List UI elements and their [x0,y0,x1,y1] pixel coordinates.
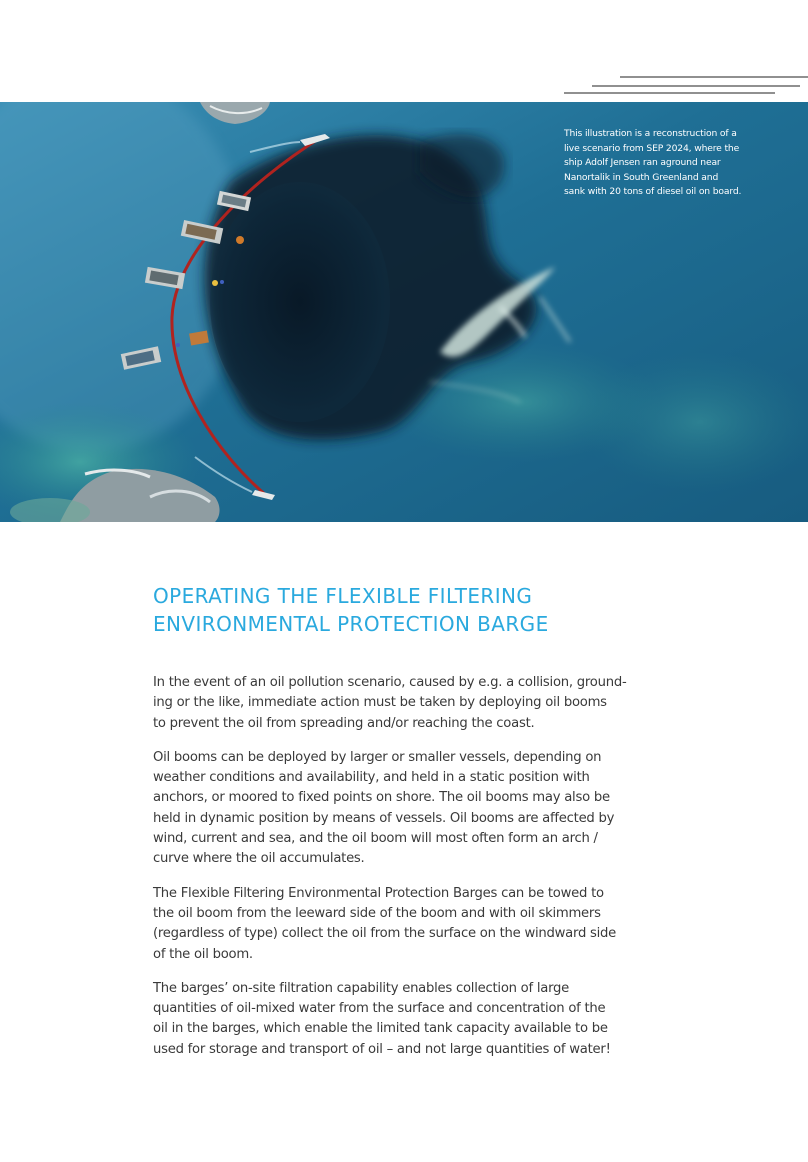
text-line: weather conditions and availability, and held in a static position with [153,770,590,786]
text-line: curve where the oil accumulates. [153,851,365,867]
caption-line: Nanortalik in South Greenland and [564,171,719,183]
skimmer [212,280,218,286]
caption-line: sank with 20 tons of diesel oil on board. [564,186,742,197]
text-line: wind, current and sea, and the oil boom will most often form an arch / [153,831,598,847]
text-line: The Flexible Filtering Environmental Protection Barges can be towed to [153,885,604,901]
text-line: ing or the like, immediate action must be taken by deploying oil booms [153,695,607,711]
text-line: to prevent the oil from spreading and/or reaching the coast. [153,715,535,731]
body-text [153,673,673,1074]
paragraph [153,884,673,965]
text-line: of the oil boom. [153,946,253,962]
text-line: quantities of oil-mixed water from the surface and concentration of the [153,1001,606,1017]
paragraph [153,979,673,1060]
title-line: ENVIRONMENTAL PROTECTION BARGE [153,612,549,636]
text-line: The barges’ on-site filtration capability enables collection of large [153,980,570,996]
text-line: (regardless of type) collect the oil from the surface on the windward side [153,926,617,942]
text-line: Oil booms can be deployed by larger or smaller vessels, depending on [153,749,602,765]
text-line: used for storage and transport of oil – and not large quantities of water! [153,1041,611,1057]
caption-line: ship Adolf Jensen ran aground near [564,157,721,168]
skimmer [236,236,244,244]
header-decorative-lines [0,0,808,100]
title-line: OPERATING THE FLEXIBLE FILTERING [153,584,533,608]
text-line: anchors, or moored to fixed points on shore. The oil booms may also be [153,790,610,806]
caption-line: live scenario from SEP 2024, where the [564,142,740,154]
text-line: In the event of an oil pollution scenario, caused by e.g. a collision, ground- [153,675,627,690]
illustration-caption [564,127,764,200]
text-line: the oil boom from the leeward side of the boom and with oil skimmers [153,905,601,921]
caption-line: This illustration is a reconstruction of a [564,128,737,139]
paragraph [153,748,673,870]
section-title [153,582,713,638]
text-line: oil in the barges, which enable the limited tank capacity available to be [153,1021,608,1037]
paragraph [153,673,673,734]
text-line: held in dynamic position by means of vessels. Oil booms are affected by [153,810,615,826]
